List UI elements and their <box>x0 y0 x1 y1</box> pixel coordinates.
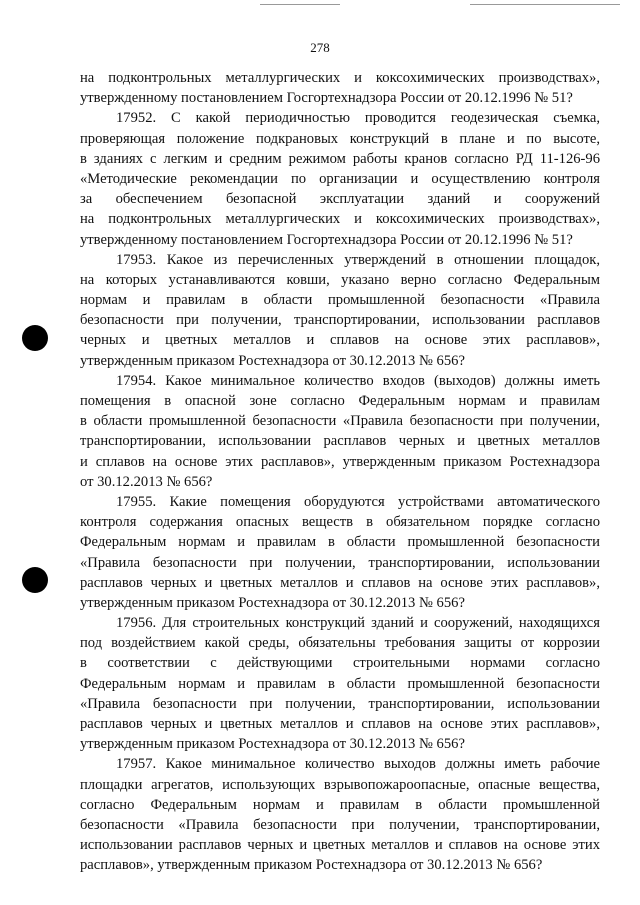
text-line: контроля содержания опасных веществ в обязательном порядке согласно <box>80 514 600 531</box>
text-line: 17953. Какое из перечисленных утверждений в отношении площадок, <box>116 251 600 268</box>
punch-hole <box>22 567 48 593</box>
text-line: Федеральным нормам и правилам в области промышленной безопасности <box>80 534 600 551</box>
text-line: в зданиях с легким и средним режимом работы кранов согласно РД 11-126-96 <box>80 150 600 167</box>
text-line: согласно Федеральным нормам и правилам в области промышленной <box>80 796 600 813</box>
document-body <box>80 68 600 876</box>
text-line: безопасности при получении, транспортировании, использовании расплавов <box>80 312 600 329</box>
paragraph-continuation <box>80 68 600 108</box>
text-line: расплавов черных и цветных металлов и сплавов на основе этих расплавов», <box>80 716 600 732</box>
question-17953 <box>80 250 600 371</box>
text-line: утвержденным приказом Ростехнадзора от 30.12.2013 № 656? <box>80 736 465 753</box>
punch-hole <box>22 325 48 351</box>
text-line: «Методические рекомендации по организации и осуществлению контроля <box>80 170 600 187</box>
question-17955 <box>80 492 600 613</box>
text-line: в соответствии с действующими строительными нормами согласно <box>80 655 600 672</box>
text-line: под воздействием какой среды, обязательны требования защиты от коррозии <box>80 635 600 652</box>
text-line: расплавов», утвержденным приказом Ростехнадзора от 30.12.2013 № 656? <box>80 857 543 874</box>
question-17952 <box>80 108 600 249</box>
text-line: утвержденному постановлением Госгортехнадзора России от 20.12.1996 № 51? <box>80 90 573 107</box>
text-line: и сплавов на основе этих расплавов», утвержденным приказом Ростехнадзора <box>80 453 600 470</box>
text-line: 17954. Какое минимальное количество входов (выходов) должны иметь <box>116 372 600 389</box>
text-line: «Правила безопасности при получении, транспортировании, использовании <box>80 554 600 571</box>
text-line: транспортировании, использовании расплавов черных и цветных металлов <box>80 433 600 450</box>
text-line: помещения в опасной зоне согласно Федеральным нормам и правилам <box>80 393 600 409</box>
text-line: использовании расплавов черных и цветных металлов и сплавов на основе этих <box>80 837 600 854</box>
text-line: «Правила безопасности при получении, транспортировании, использовании <box>80 695 600 712</box>
question-17954 <box>80 371 600 492</box>
text-line: 17957. Какое минимальное количество выходов должны иметь рабочие <box>116 756 600 773</box>
text-line: 17956. Для строительных конструкций зданий и сооружений, находящихся <box>116 615 600 632</box>
text-line: проверяющая положение подкрановых конструкций в плане и по высоте, <box>80 130 600 147</box>
question-17957 <box>80 754 600 875</box>
text-line: площадки агрегатов, использующих взрывопожароопасные, опасные вещества, <box>80 776 600 793</box>
text-line: на которых устанавливаются ковши, указано верно согласно Федеральным <box>80 271 600 288</box>
text-line: 17955. Какие помещения оборудуются устройствами автоматического <box>116 493 600 510</box>
text-line: утвержденному постановлением Госгортехнадзора России от 20.12.1996 № 51? <box>80 231 573 248</box>
text-line: на подконтрольных металлургических и коксохимических производствах», <box>80 70 600 86</box>
text-line: безопасности «Правила безопасности при получении, транспортировании, <box>80 816 600 833</box>
text-line: черных и цветных металлов и сплавов на основе этих расплавов», <box>80 332 600 349</box>
text-line: от 30.12.2013 № 656? <box>80 473 213 490</box>
scan-edge-line <box>260 4 340 5</box>
scan-edge-line <box>470 4 620 5</box>
question-17956 <box>80 613 600 754</box>
text-line: 17952. С какой периодичностью проводится геодезическая съемка, <box>116 110 600 127</box>
page-number: 278 <box>310 40 330 55</box>
text-line: Федеральным нормам и правилам в области промышленной безопасности <box>80 675 600 692</box>
text-line: в области промышленной безопасности «Правила безопасности при получении, <box>80 413 600 430</box>
text-line: расплавов черных и цветных металлов и сплавов на основе этих расплавов», <box>80 574 600 591</box>
text-line: за обеспечением безопасной эксплуатации зданий и сооружений <box>80 191 600 208</box>
text-line: утвержденным приказом Ростехнадзора от 30.12.2013 № 656? <box>80 352 465 369</box>
text-line: на подконтрольных металлургических и коксохимических производствах», <box>80 211 600 228</box>
text-line: нормам и правилам в области промышленной безопасности «Правила <box>80 292 600 309</box>
text-line: утвержденным приказом Ростехнадзора от 30.12.2013 № 656? <box>80 594 465 611</box>
